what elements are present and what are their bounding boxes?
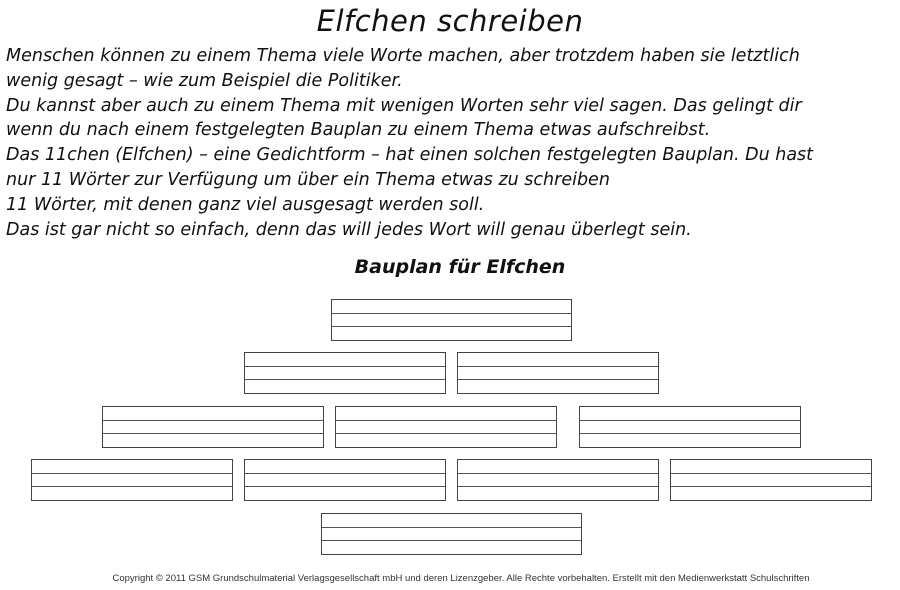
word-box-row3[interactable] <box>102 406 324 448</box>
intro-line: Du kannst aber auch zu einem Thema mit wenigen Worten sehr viel sagen. Das gelingt dir <box>6 95 802 116</box>
word-box-row4[interactable] <box>457 459 659 501</box>
word-box-row1[interactable] <box>331 299 572 341</box>
word-box-row4[interactable] <box>244 459 446 501</box>
bauplan-heading: Bauplan für Elfchen <box>354 256 566 278</box>
intro-line: Das ist gar nicht so einfach, denn das will jedes Wort will genau überlegt sein. <box>6 219 692 240</box>
word-box-row3[interactable] <box>335 406 557 448</box>
intro-line: wenig gesagt – wie zum Beispiel die Politiker. <box>6 70 403 91</box>
word-box-row2[interactable] <box>457 352 659 394</box>
copyright-footer: Copyright © 2011 GSM Grundschulmaterial Verlagsgesellschaft mbH und deren Lizenzgeber. Alle Rechte vorbehalten. Erstellt mit den Medienwerkstatt Schulschriften <box>112 573 810 584</box>
word-box-row2[interactable] <box>244 352 446 394</box>
word-box-row5[interactable] <box>321 513 582 555</box>
worksheet-title: Elfchen schreiben <box>316 4 584 38</box>
intro-line: wenn du nach einem festgelegten Bauplan zu einem Thema etwas aufschreibst. <box>6 120 711 141</box>
word-box-row4[interactable] <box>670 459 872 501</box>
intro-text <box>6 44 896 242</box>
intro-line: 11 Wörter, mit denen ganz viel ausgesagt werden soll. <box>6 194 485 215</box>
intro-line: nur 11 Wörter zur Verfügung um über ein Thema etwas zu schreiben <box>6 169 610 190</box>
word-box-row3[interactable] <box>579 406 801 448</box>
intro-line: Menschen können zu einem Thema viele Worte machen, aber trotzdem haben sie letztlich <box>6 46 800 66</box>
intro-line: Das 11chen (Elfchen) – eine Gedichtform – hat einen solchen festgelegten Bauplan. Du hast <box>6 145 814 166</box>
word-box-row4[interactable] <box>31 459 233 501</box>
